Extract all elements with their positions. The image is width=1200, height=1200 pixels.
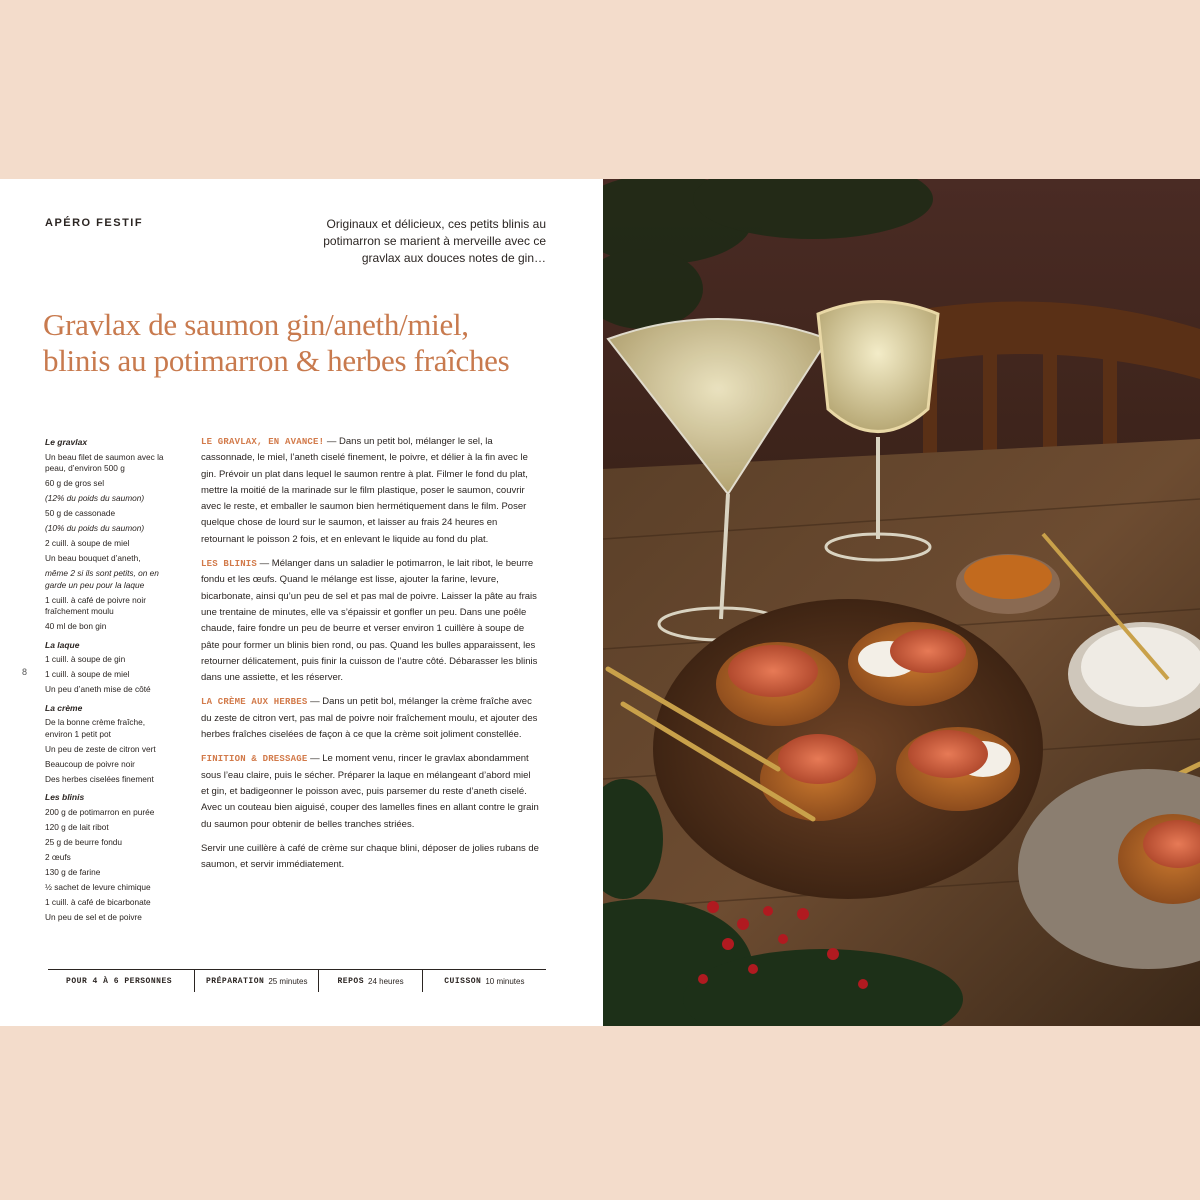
recipe-footer — [48, 969, 546, 992]
ingredients-list — [45, 437, 165, 930]
ingredient-item: (10% du poids du saumon) — [45, 523, 145, 533]
ingredient-item: (12% du poids du saumon) — [45, 493, 145, 503]
ingredient-item: même 2 si ils sont petits, on en garde un peu pour la laque — [45, 568, 159, 590]
step-text: — Dans un petit bol, mélanger la crème fraîche avec du zeste de citron vert, pas mal de poivre noir fraîchement moulu, et ajouter des herbes fraîches ciselées de façon à ce que la crème soit joliment constellée. — [201, 696, 538, 741]
ingredient-group-heading: La laque — [45, 639, 80, 650]
ingredient-item: Un beau bouquet d’aneth, — [45, 553, 141, 563]
blini — [896, 727, 1020, 811]
ingredient-item: 2 œufs — [45, 851, 71, 862]
cook-value: 10 minutes — [485, 976, 525, 986]
recipe-title-line-1: Gravlax de saumon gin/aneth/miel, — [43, 307, 469, 342]
ingredient-item: 2 cuill. à soupe de miel — [45, 538, 130, 548]
recipe-page — [0, 179, 603, 1026]
rest-label: REPOS — [337, 976, 364, 986]
blini — [716, 642, 840, 726]
ingredient-item: Un beau filet de saumon avec la peau, d’environ 500 g — [45, 451, 164, 473]
prep-value: 25 minutes — [268, 976, 308, 986]
ingredient-group — [45, 792, 165, 923]
book-spread — [0, 179, 1200, 1026]
ingredient-group — [45, 703, 165, 786]
ingredient-item: 1 cuill. à café de poivre noir fraîchement moulu — [45, 594, 147, 616]
ingredient-group-heading: La crème — [45, 702, 83, 713]
ingredient-item: 60 g de gros sel — [45, 478, 105, 488]
recipe-step — [201, 434, 541, 548]
recipe-title-line-2: blinis au potimarron & herbes fraîches — [43, 343, 510, 378]
ingredient-item: De la bonne crème fraîche, environ 1 petit pot — [45, 717, 146, 739]
step-label: FINITION & DRESSAGE — [201, 754, 308, 765]
ingredient-item: 40 ml de bon gin — [45, 621, 107, 631]
ingredient-item: 50 g de cassonade — [45, 508, 116, 518]
ingredient-item: 1 cuill. à soupe de miel — [45, 669, 130, 679]
ingredient-item: 200 g de potimarron en purée — [45, 806, 155, 817]
footer-cook — [423, 970, 546, 992]
ingredient-group-heading: Les blinis — [45, 792, 85, 802]
ingredient-item: ½ sachet de levure chimique — [45, 881, 151, 892]
recipe-step — [201, 751, 541, 832]
footer-prep — [195, 970, 319, 992]
footer-serves — [48, 970, 195, 992]
orange-zest-bowl — [956, 554, 1060, 614]
ingredient-item: Un peu de sel et de poivre — [45, 911, 142, 922]
cook-label: CUISSON — [444, 976, 482, 986]
rest-value: 24 heures — [368, 976, 404, 986]
ingredient-item: 130 g de farine — [45, 866, 101, 877]
step-label: LES BLINIS — [201, 559, 258, 570]
recipe-title — [43, 307, 573, 379]
blini — [848, 622, 978, 706]
step-text: — Mélanger dans un saladier le potimarron, le lait ribot, le beurre fondu et les œufs. Quand le mélange est lisse, ajouter la farine, levure, bicarbonate, ainsi qu’un peu de sel et pas mal de poivre. Laisser la pâte au frais une trentaine de minutes, elle va s’épaissir et gonfler un peu. Dans une poêle chaude, faire fondre un peu de beurre et verser environ 1 cuillère à soupe de pâte pour former un blinis bien rond, ou pas. Quand les bulles apparaissent, les retourner délicatement, puis finir la cuisson de l’autre côté. Débarasser les blinis dans une assiette, et les réserver. — [201, 558, 538, 684]
step-label: LA CRÈME AUX HERBES — [201, 697, 308, 708]
ingredient-item: Beaucoup de poivre noir — [45, 758, 135, 769]
section-title: APÉRO FESTIF — [45, 217, 144, 229]
food-photo — [603, 179, 1200, 1026]
step-text: Servir une cuillère à café de crème sur chaque blini, déposer de jolies rubans de saumon, et servir immédiatement. — [201, 842, 539, 871]
footer-rest — [319, 970, 422, 992]
step-text: — Le moment venu, rincer le gravlax abondamment sous l’eau claire, puis le sécher. Préparer la laque en mélangeant d’abord miel et gin, et badigeonner le poisson avec, puis parsemer du reste d’aneth ciselé. Avec un couteau bien aiguisé, couper des lamelles fines en allant contre le grain du saumon pour obtenir de belles tranches striées. — [201, 753, 539, 830]
ingredient-item: Un peu d’aneth mise de côté — [45, 684, 151, 694]
recipe-step — [201, 694, 541, 743]
ingredient-item: Un peu de zeste de citron vert — [45, 743, 156, 754]
page-number: 8 — [22, 667, 28, 677]
ingredient-item: Des herbes ciselées finement — [45, 773, 154, 784]
ingredient-group — [45, 437, 165, 633]
recipe-step — [201, 841, 541, 874]
photo-page — [603, 179, 1200, 1026]
step-text: — Dans un petit bol, mélanger le sel, la cassonnade, le miel, l’aneth ciselé finement, le poivre, et délier à la fin avec le gin. Prévoir un plat dans lequel le saumon rentre à plat. Filmer le fond du plat, mettre la moitié de la marinade sur le film plastique, poser le saumon, couvrir avec le reste, et emballer le saumon bien hermétiquement dans le film. Poser quelque chose de lourd sur le saumon, et laisser au frais 24 heures en retournant le poisson 2 fois, et en enlevant le liquide au fond du plat. — [201, 436, 528, 545]
prep-label: PRÉPARATION — [206, 976, 265, 986]
ingredient-item: 1 cuill. à soupe de gin — [45, 654, 126, 664]
ingredient-item: 25 g de beurre fondu — [45, 836, 123, 847]
ingredient-group — [45, 640, 165, 696]
ingredient-item: 120 g de lait ribot — [45, 821, 109, 832]
intro-text: Originaux et délicieux, ces petits blinis au potimarron se marient à merveille avec ce gravlax aux douces notes de gin… — [323, 217, 546, 265]
serves-label: POUR 4 À 6 PERSONNES — [66, 976, 173, 986]
ingredient-item: 1 cuill. à café de bicarbonate — [45, 896, 151, 907]
ingredient-group-heading: Le gravlax — [45, 437, 88, 447]
recipe-step — [201, 556, 541, 686]
step-label: LE GRAVLAX, EN AVANCE! — [201, 437, 325, 447]
steps-list — [201, 434, 541, 881]
